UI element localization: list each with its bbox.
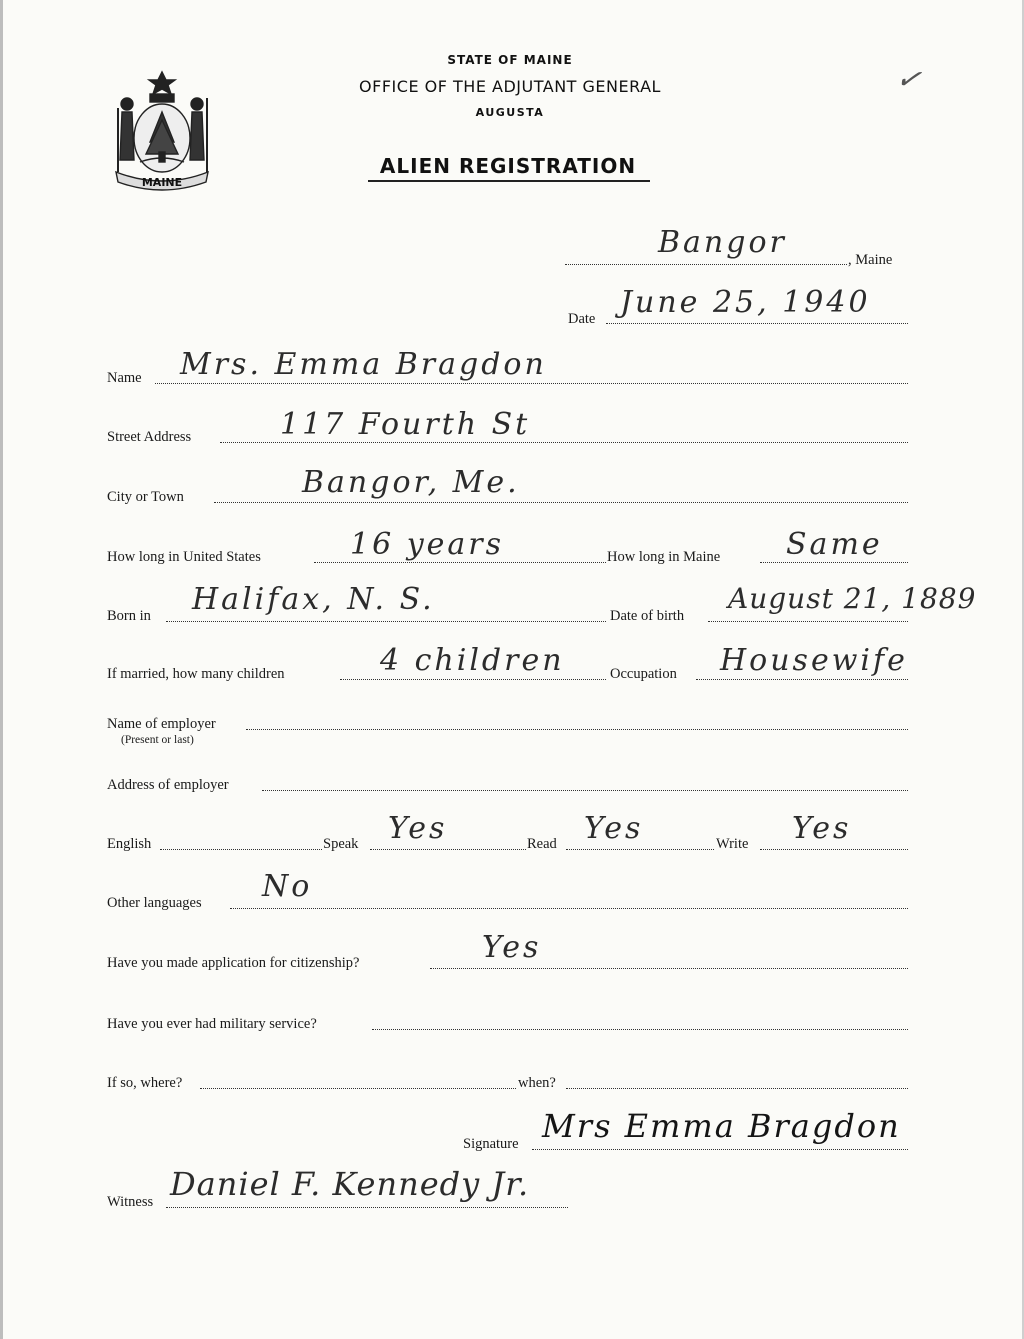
place-line <box>565 264 847 265</box>
military-line <box>372 1029 908 1030</box>
english-label: English <box>107 836 152 852</box>
name-line <box>155 383 908 384</box>
read-entry: Yes <box>584 811 644 846</box>
employer-address-label: Address of employer <box>107 777 229 793</box>
place-entry: Bangor <box>658 225 787 260</box>
occupation-entry: Housewife <box>720 643 908 678</box>
occupation-line <box>696 679 908 680</box>
how-long-us-line <box>314 562 606 563</box>
title-underline <box>368 180 650 182</box>
name-label: Name <box>107 370 142 386</box>
how-long-maine-line <box>760 562 908 563</box>
how-long-us-entry: 16 years <box>350 527 505 562</box>
when-line <box>566 1088 908 1089</box>
how-long-maine-label: How long in Maine <box>607 549 721 565</box>
date-label: Date <box>568 311 596 327</box>
seal-text: MAINE <box>141 176 183 189</box>
military-label: Have you ever had military service? <box>107 1016 317 1032</box>
where-line <box>200 1088 516 1089</box>
street-address-label: Street Address <box>107 429 192 445</box>
if-so-where-label: If so, where? <box>107 1075 183 1091</box>
born-in-entry: Halifax, N. S. <box>192 582 435 617</box>
witness-label: Witness <box>107 1194 154 1210</box>
how-long-us-label: How long in United States <box>107 549 261 565</box>
header-office: OFFICE OF THE ADJUTANT GENERAL <box>359 77 661 96</box>
signature-label: Signature <box>463 1136 519 1152</box>
city-line <box>214 502 908 503</box>
date-of-birth-line <box>708 621 908 622</box>
born-in-label: Born in <box>107 608 151 624</box>
signature-entry: Mrs Emma Bragdon <box>542 1107 901 1145</box>
born-in-line <box>166 621 606 622</box>
witness-line <box>166 1207 568 1208</box>
city-entry: Bangor, Me. <box>302 465 520 500</box>
read-label: Read <box>527 836 557 852</box>
witness-entry: Daniel F. Kennedy Jr. <box>170 1165 530 1203</box>
street-address-line <box>220 442 908 443</box>
date-of-birth-label: Date of birth <box>610 608 685 624</box>
date-of-birth-entry: August 21, 1889 <box>728 582 977 615</box>
state-seal-icon <box>110 68 214 196</box>
when-label: when? <box>518 1075 556 1091</box>
speak-line <box>370 849 526 850</box>
header-state: STATE OF MAINE <box>447 53 573 67</box>
city-label: City or Town <box>107 489 184 505</box>
place-suffix-label: , Maine <box>848 252 893 268</box>
date-line <box>606 323 908 324</box>
read-line <box>566 849 714 850</box>
citizenship-label: Have you made application for citizenship? <box>107 955 360 971</box>
speak-label: Speak <box>323 836 359 852</box>
write-entry: Yes <box>792 811 852 846</box>
other-languages-label: Other languages <box>107 895 202 911</box>
citizenship-line <box>430 968 908 969</box>
employer-address-line <box>262 790 908 791</box>
name-entry: Mrs. Emma Bragdon <box>180 347 547 382</box>
street-address-entry: 117 Fourth St <box>280 407 531 442</box>
other-languages-entry: No <box>262 869 313 904</box>
other-languages-line <box>230 908 908 909</box>
children-line <box>340 679 606 680</box>
children-label: If married, how many children <box>107 666 285 682</box>
write-label: Write <box>716 836 749 852</box>
occupation-label: Occupation <box>610 666 677 682</box>
children-entry: 4 children <box>380 643 565 678</box>
check-mark-icon: ✓ <box>893 60 924 99</box>
speak-entry: Yes <box>388 811 448 846</box>
citizenship-entry: Yes <box>482 930 542 965</box>
employer-note: (Present or last) <box>121 734 194 746</box>
employer-name-label: Name of employer <box>107 716 216 732</box>
signature-line <box>532 1149 908 1150</box>
header-city: AUGUSTA <box>475 106 545 119</box>
english-line <box>160 849 322 850</box>
write-line <box>760 849 908 850</box>
date-entry: June 25, 1940 <box>620 285 871 320</box>
employer-name-line <box>246 729 908 730</box>
form-title: ALIEN REGISTRATION <box>379 154 637 178</box>
how-long-maine-entry: Same <box>786 527 883 562</box>
